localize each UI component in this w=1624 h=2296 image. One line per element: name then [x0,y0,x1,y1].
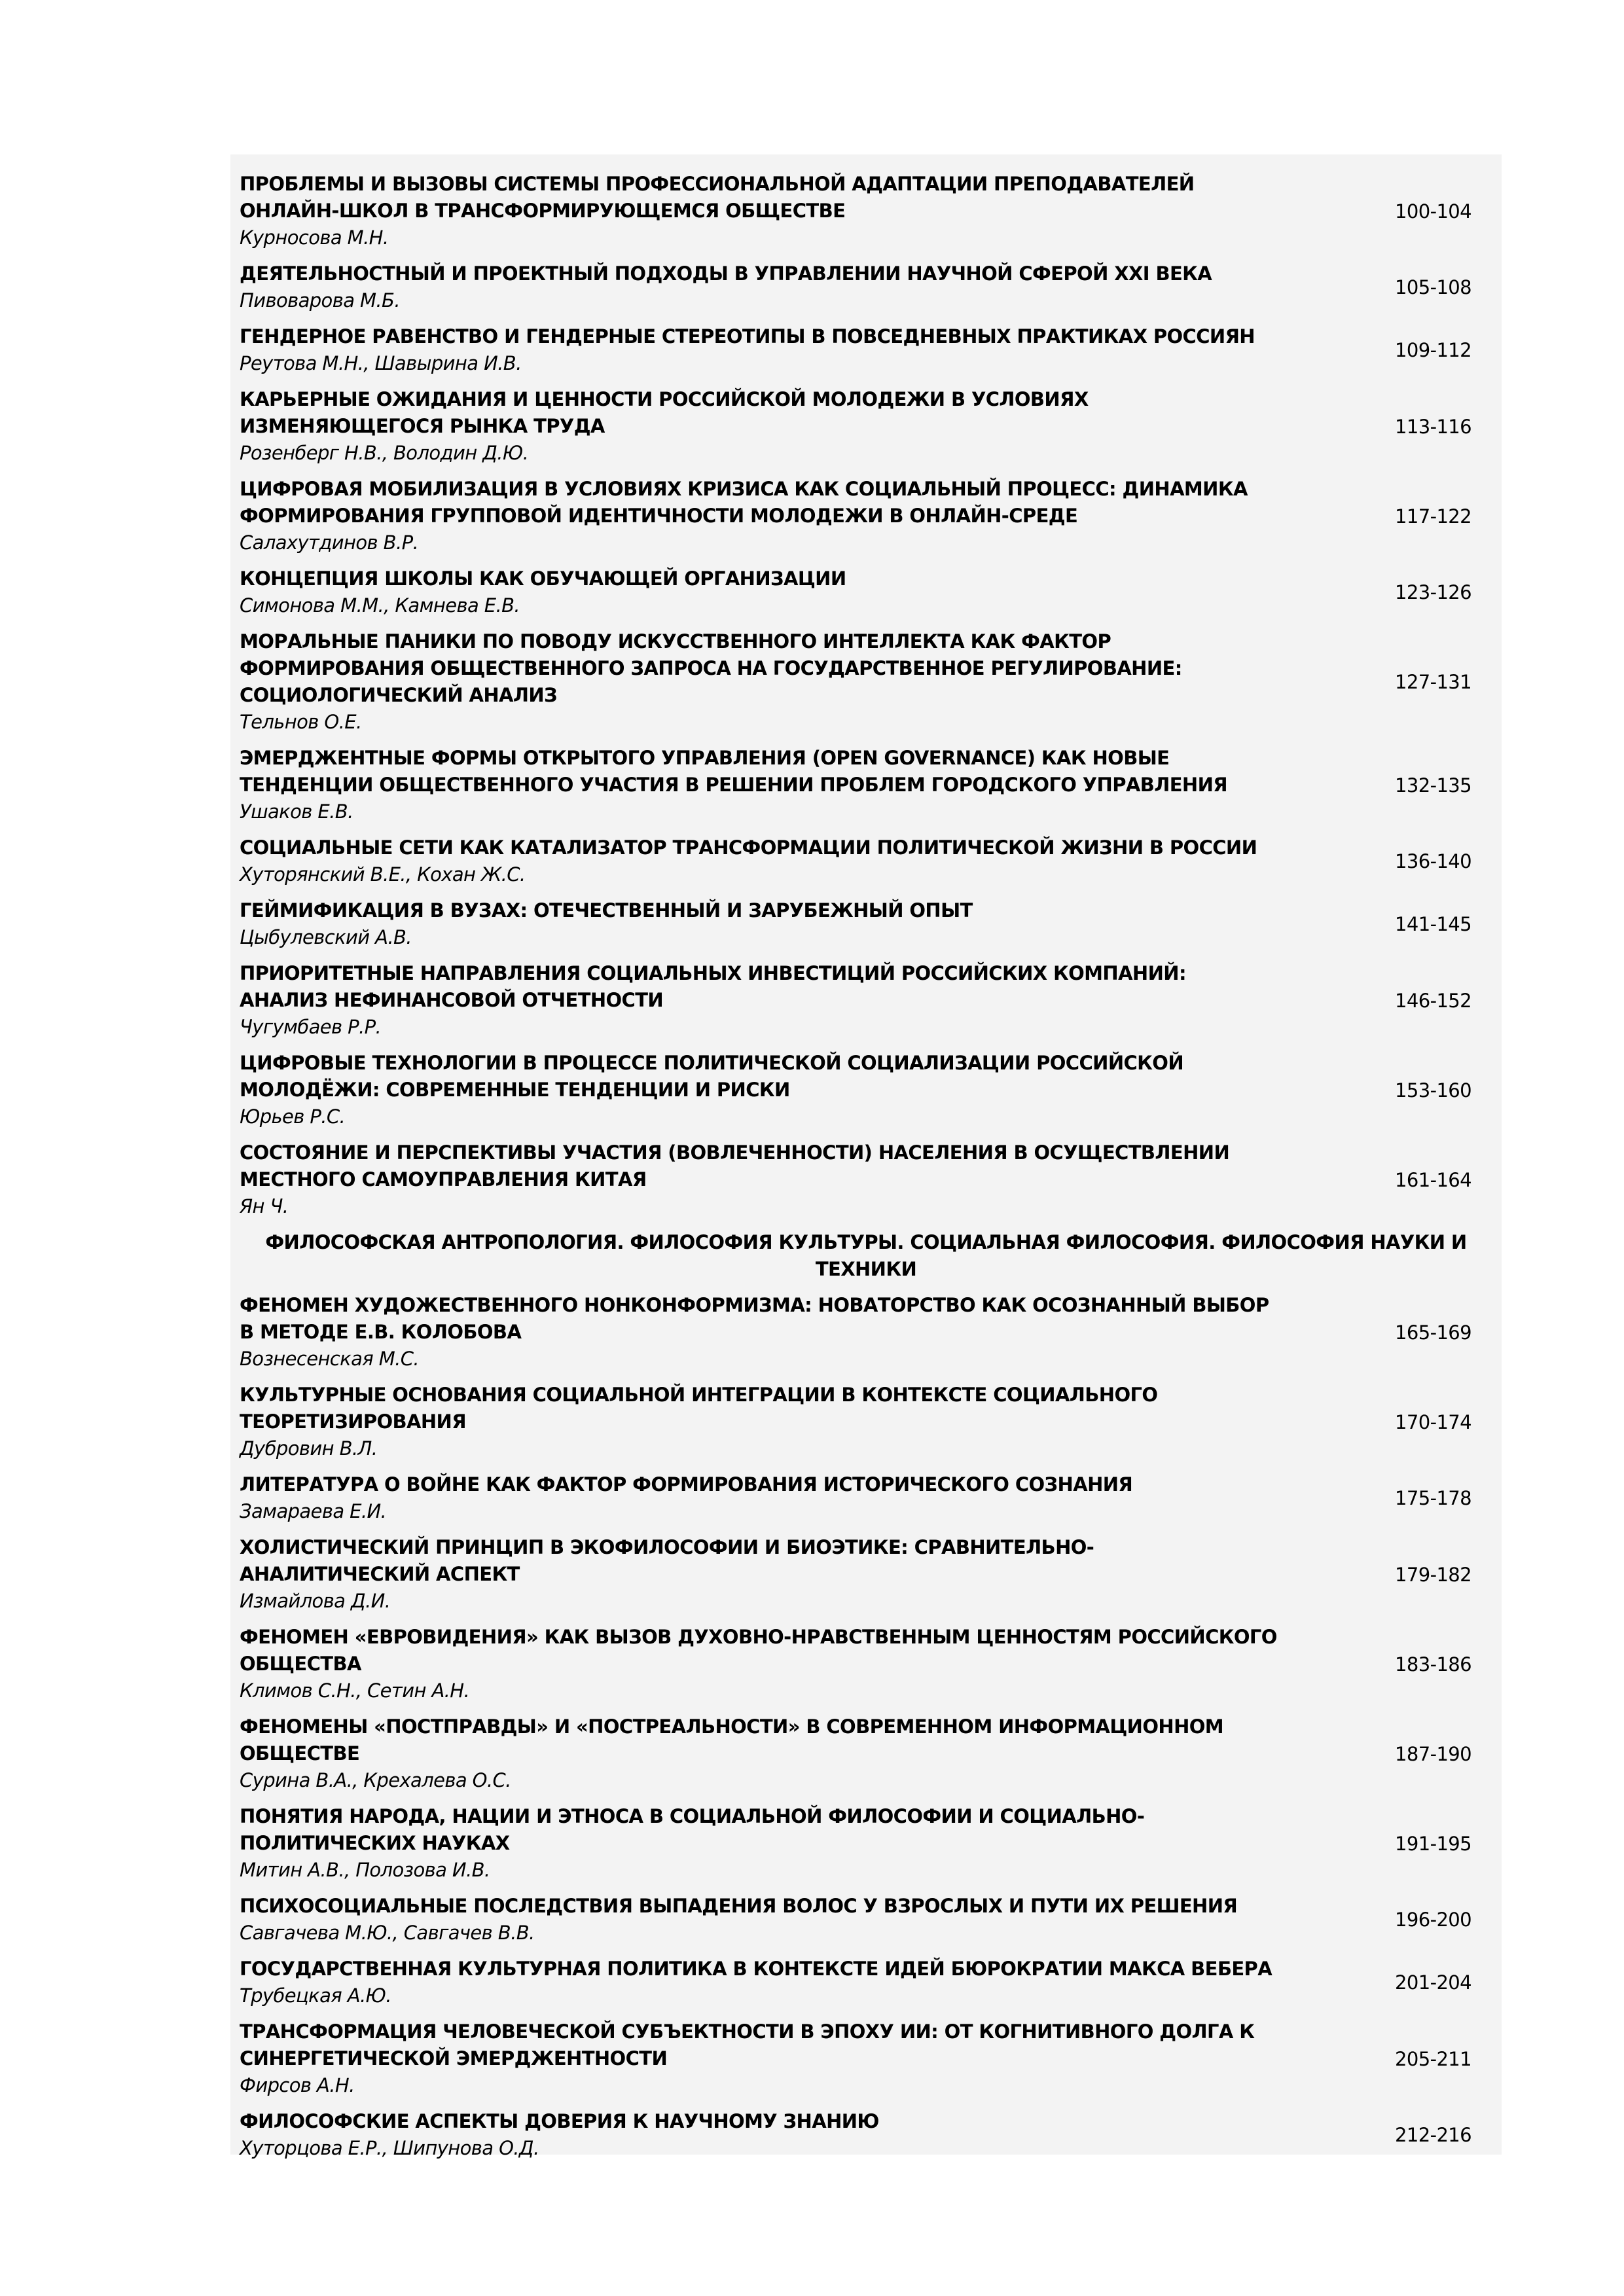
table-of-contents [230,154,1502,2159]
entry-author: Фирсов А.Н. [240,2074,355,2096]
entry-text [240,323,1352,377]
entry-text [240,1803,1352,1884]
toc-entry[interactable] [230,830,1502,893]
entry-author: Дубровин В.Л. [240,1437,378,1460]
entry-pages: 113-116 [1395,415,1471,438]
toc-entry[interactable] [230,256,1502,319]
entry-title: ДЕЯТЕЛЬНОСТНЫЙ И ПРОЕКТНЫЙ ПОДХОДЫ В УПРАВЛЕНИИ НАУЧНОЙ СФЕРОЙ XXI ВЕКА [240,262,1212,285]
entry-title: ГЕНДЕРНОЕ РАВЕНСТВО И ГЕНДЕРНЫЕ СТЕРЕОТИПЫ В ПОВСЕДНЕВНЫХ ПРАКТИКАХ РОССИЯН [240,325,1255,348]
entry-author: Чугумбаев Р.Р. [240,1016,382,1038]
entry-pages: 117-122 [1395,505,1471,528]
entry-text [240,1713,1352,1794]
entry-author: Климов С.Н., Сетин А.Н. [240,1679,470,1702]
entry-author: Ушаков Е.В. [240,800,353,823]
entry-title: КУЛЬТУРНЫЕ ОСНОВАНИЯ СОЦИАЛЬНОЙ ИНТЕГРАЦИИ В КОНТЕКСТЕ СОЦИАЛЬНОГО ТЕОРЕТИЗИРОВАНИЯ [240,1384,1158,1433]
entry-text [240,1956,1352,2009]
entry-pages: 212-216 [1395,2124,1471,2146]
entry-pages: 146-152 [1395,989,1471,1012]
toc-entry[interactable] [230,1530,1502,1619]
entry-title: ПСИХОСОЦИАЛЬНЫЕ ПОСЛЕДСТВИЯ ВЫПАДЕНИЯ ВОЛОС У ВЗРОСЛЫХ И ПУТИ ИХ РЕШЕНИЯ [240,1895,1238,1917]
entry-pages: 141-145 [1395,913,1471,935]
entry-author: Сурина В.А., Крехалева О.С. [240,1769,511,1791]
entry-title: ФИЛОСОФСКИЕ АСПЕКТЫ ДОВЕРИЯ К НАУЧНОМУ ЗНАНИЮ [240,2110,879,2132]
entry-pages: 161-164 [1395,1168,1471,1191]
entry-pages: 132-135 [1395,774,1471,797]
entry-author: Курносова М.Н. [240,226,389,249]
entry-pages: 170-174 [1395,1410,1471,1433]
entry-pages: 191-195 [1395,1832,1471,1855]
entry-title: ТРАНСФОРМАЦИЯ ЧЕЛОВЕЧЕСКОЙ СУБЪЕКТНОСТИ В ЭПОХУ ИИ: ОТ КОГНИТИВНОГО ДОЛГА К СИНЕРГЕТИЧЕСКОЙ ЭМЕРДЖЕНТНОСТИ [240,2020,1255,2070]
toc-entry[interactable] [230,382,1502,471]
toc-entry[interactable] [230,319,1502,382]
entry-author: Юрьев Р.С. [240,1105,346,1128]
entry-title: ГОСУДАРСТВЕННАЯ КУЛЬТУРНАЯ ПОЛИТИКА В КОНТЕКСТЕ ИДЕЙ БЮРОКРАТИИ МАКСА ВЕБЕРА [240,1958,1272,1980]
toc-entry[interactable] [230,1377,1502,1467]
toc-entry[interactable] [230,166,1502,256]
toc-entry[interactable] [230,740,1502,830]
entry-text [240,745,1352,825]
toc-entry[interactable] [230,1619,1502,1709]
toc-entry[interactable] [230,956,1502,1045]
section-heading: ФИЛОСОФСКАЯ АНТРОПОЛОГИЯ. ФИЛОСОФИЯ КУЛЬТУРЫ. СОЦИАЛЬНАЯ ФИЛОСОФИЯ. ФИЛОСОФИЯ НАУКИ И ТЕХНИКИ [265,1231,1467,1280]
entry-author: Салахутдинов В.Р. [240,531,419,554]
toc-entry[interactable] [230,624,1502,740]
entry-pages: 136-140 [1395,850,1471,872]
entry-author: Митин А.В., Полозова И.В. [240,1859,490,1881]
entry-text [240,1292,1352,1372]
entry-title: ФЕНОМЕН ХУДОЖЕСТВЕННОГО НОНКОНФОРМИЗМА: НОВАТОРСТВО КАК ОСОЗНАННЫЙ ВЫБОР В МЕТОДЕ Е.В. КОЛОБОВА [240,1294,1269,1343]
entry-text [240,1893,1352,1946]
entry-text [240,897,1352,951]
entry-author: Замараева Е.И. [240,1500,387,1522]
entry-text [240,2108,1352,2162]
entry-title: ФЕНОМЕН «ЕВРОВИДЕНИЯ» КАК ВЫЗОВ ДУХОВНО-НРАВСТВЕННЫМ ЦЕННОСТЯМ РОССИЙСКОГО ОБЩЕСТВА [240,1626,1277,1675]
entry-author: Хуторцова Е.Р., Шипунова О.Д. [240,2137,539,2159]
entry-text [240,171,1352,251]
entry-text [240,565,1352,619]
toc-entry[interactable] [230,1287,1502,1377]
entry-pages: 105-108 [1395,276,1471,298]
entry-pages: 183-186 [1395,1653,1471,1676]
entry-title: ПРОБЛЕМЫ И ВЫЗОВЫ СИСТЕМЫ ПРОФЕССИОНАЛЬНОЙ АДАПТАЦИИ ПРЕПОДАВАТЕЛЕЙ ОНЛАЙН-ШКОЛ В ТРАНСФОРМИРУЮЩЕМСЯ ОБЩЕСТВЕ [240,173,1195,222]
toc-entry[interactable] [230,1951,1502,2014]
entry-pages: 127-131 [1395,671,1471,693]
toc-entry[interactable] [230,1467,1502,1530]
toc-entry[interactable] [230,1135,1502,1225]
entry-author: Трубецкая А.Ю. [240,1984,391,2007]
entry-author: Савгачева М.Ю., Савгачев В.В. [240,1922,535,1944]
entry-title: ПРИОРИТЕТНЫЕ НАПРАВЛЕНИЯ СОЦИАЛЬНЫХ ИНВЕСТИЦИЙ РОССИЙСКИХ КОМПАНИЙ: АНАЛИЗ НЕФИНАНСОВОЙ ОТЧЕТНОСТИ [240,962,1186,1011]
entry-title: ЦИФРОВАЯ МОБИЛИЗАЦИЯ В УСЛОВИЯХ КРИЗИСА КАК СОЦИАЛЬНЫЙ ПРОЦЕСС: ДИНАМИКА ФОРМИРОВАНИЯ ГРУППОВОЙ ИДЕНТИЧНОСТИ МОЛОДЕЖИ В ОНЛАЙН-СРЕДЕ [240,478,1248,527]
toc-entry[interactable] [230,1799,1502,1888]
entry-title: ХОЛИСТИЧЕСКИЙ ПРИНЦИП В ЭКОФИЛОСОФИИ И БИОЭТИКЕ: СРАВНИТЕЛЬНО- АНАЛИТИЧЕСКИЙ АСПЕКТ [240,1536,1094,1585]
toc-entry[interactable] [230,1709,1502,1799]
entry-pages: 175-178 [1395,1487,1471,1509]
entry-pages: 205-211 [1395,2047,1471,2070]
entry-author: Ян Ч. [240,1195,289,1217]
entry-author: Розенберг Н.В., Володин Д.Ю. [240,442,529,464]
entry-text [240,1534,1352,1615]
entry-title: ФЕНОМЕНЫ «ПОСТПРАВДЫ» И «ПОСТРЕАЛЬНОСТИ» В СОВРЕМЕННОМ ИНФОРМАЦИОННОМ ОБЩЕСТВЕ [240,1715,1224,1765]
entry-author: Реутова М.Н., Шавырина И.В. [240,352,522,374]
entry-text [240,1471,1352,1525]
entry-text [240,628,1352,736]
entry-author: Измайлова Д.И. [240,1590,391,1612]
entry-author: Тельнов О.Е. [240,711,362,733]
entry-title: ГЕЙМИФИКАЦИЯ В ВУЗАХ: ОТЕЧЕСТВЕННЫЙ И ЗАРУБЕЖНЫЙ ОПЫТ [240,899,973,922]
entry-text [240,1050,1352,1130]
entry-author: Вознесенская М.С. [240,1348,420,1370]
entry-text [240,260,1352,314]
entry-author: Пивоварова М.Б. [240,289,400,312]
toc-entry[interactable] [230,471,1502,561]
entry-title: СОСТОЯНИЕ И ПЕРСПЕКТИВЫ УЧАСТИЯ (ВОВЛЕЧЕННОСТИ) НАСЕЛЕНИЯ В ОСУЩЕСТВЛЕНИИ МЕСТНОГО САМОУПРАВЛЕНИЯ КИТАЯ [240,1141,1230,1191]
entry-author: Хуторянский В.Е., Кохан Ж.С. [240,863,526,886]
entry-title: КАРЬЕРНЫЕ ОЖИДАНИЯ И ЦЕННОСТИ РОССИЙСКОЙ МОЛОДЕЖИ В УСЛОВИЯХ ИЗМЕНЯЮЩЕГОСЯ РЫНКА ТРУДА [240,388,1089,437]
entry-pages: 196-200 [1395,1909,1471,1931]
entry-pages: 153-160 [1395,1079,1471,1102]
entries-group [230,166,1502,1225]
toc-entry[interactable] [230,2014,1502,2104]
toc-entry[interactable] [230,561,1502,624]
entry-title: ЭМЕРДЖЕНТНЫЕ ФОРМЫ ОТКРЫТОГО УПРАВЛЕНИЯ (OPEN GOVERNANCE) КАК НОВЫЕ ТЕНДЕНЦИИ ОБЩЕСТВЕННОГО УЧАСТИЯ В РЕШЕНИИ ПРОБЛЕМ ГОРОДСКОГО УПРАВЛЕНИЯ [240,747,1227,796]
entry-pages: 179-182 [1395,1563,1471,1586]
entry-author: Симонова М.М., Камнева Е.В. [240,594,520,617]
entry-pages: 165-169 [1395,1321,1471,1344]
entry-title: СОЦИАЛЬНЫЕ СЕТИ КАК КАТАЛИЗАТОР ТРАНСФОРМАЦИИ ПОЛИТИЧЕСКОЙ ЖИЗНИ В РОССИИ [240,836,1257,859]
entry-text [240,386,1352,467]
entry-text [240,960,1352,1041]
entry-pages: 123-126 [1395,581,1471,603]
entry-text [240,2018,1352,2099]
toc-entry[interactable] [230,2104,1502,2166]
entry-text [240,834,1352,888]
entry-title: МОРАЛЬНЫЕ ПАНИКИ ПО ПОВОДУ ИСКУССТВЕННОГО ИНТЕЛЛЕКТА КАК ФАКТОР ФОРМИРОВАНИЯ ОБЩЕСТВЕННОГО ЗАПРОСА НА ГОСУДАРСТВЕННОЕ РЕГУЛИРОВАНИЕ: СОЦИОЛОГИЧЕСКИЙ АНАЛИЗ [240,630,1182,706]
entry-pages: 201-204 [1395,1971,1471,1994]
toc-entry[interactable] [230,1045,1502,1135]
entry-pages: 109-112 [1395,339,1471,361]
entry-title: ЦИФРОВЫЕ ТЕХНОЛОГИИ В ПРОЦЕССЕ ПОЛИТИЧЕСКОЙ СОЦИАЛИЗАЦИИ РОССИЙСКОЙ МОЛОДЁЖИ: СОВРЕМЕННЫЕ ТЕНДЕНЦИИ И РИСКИ [240,1052,1184,1101]
entry-title: КОНЦЕПЦИЯ ШКОЛЫ КАК ОБУЧАЮЩЕЙ ОРГАНИЗАЦИИ [240,567,846,590]
entry-text [240,1382,1352,1462]
entry-title: ПОНЯТИЯ НАРОДА, НАЦИИ И ЭТНОСА В СОЦИАЛЬНОЙ ФИЛОСОФИИ И СОЦИАЛЬНО- ПОЛИТИЧЕСКИХ НАУКАХ [240,1805,1145,1854]
toc-entry[interactable] [230,1888,1502,1951]
toc-entry[interactable] [230,893,1502,956]
entry-text [240,1139,1352,1220]
entry-pages: 100-104 [1395,200,1471,223]
entry-title: ЛИТЕРАТУРА О ВОЙНЕ КАК ФАКТОР ФОРМИРОВАНИЯ ИСТОРИЧЕСКОГО СОЗНАНИЯ [240,1473,1133,1496]
entry-text [240,1624,1352,1704]
entry-pages: 187-190 [1395,1742,1471,1765]
entry-author: Цыбулевский А.В. [240,926,412,948]
entry-text [240,476,1352,556]
entries-group [230,1287,1502,2166]
